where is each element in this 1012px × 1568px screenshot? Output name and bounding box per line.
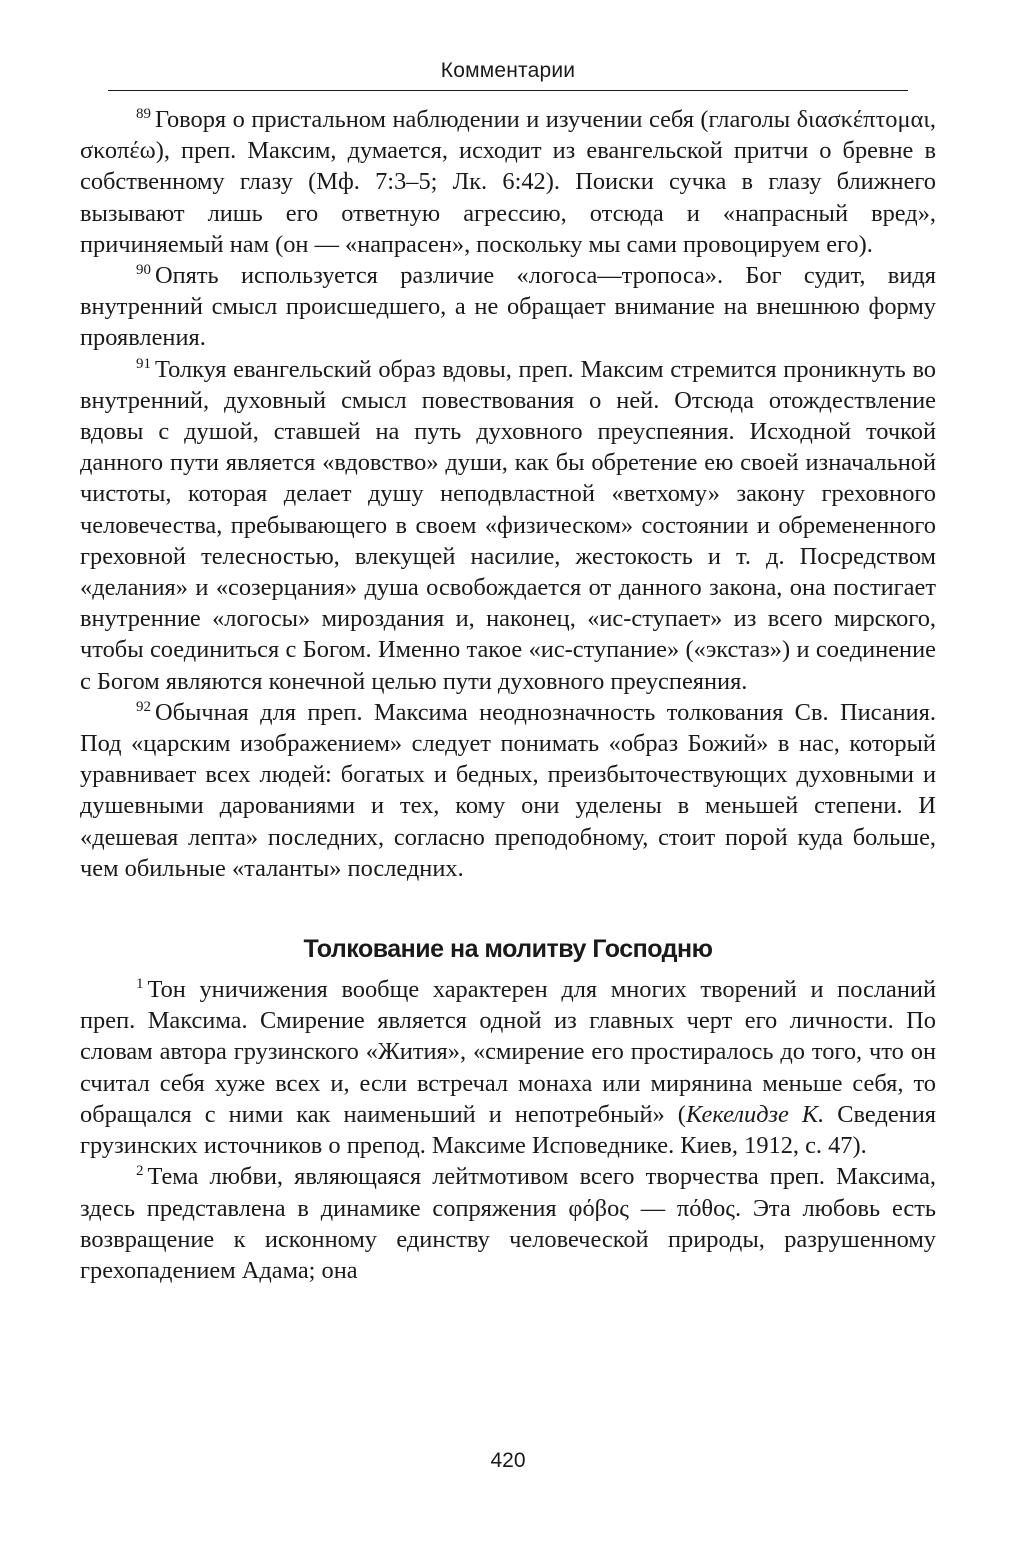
- note-number: 2: [136, 1163, 144, 1180]
- book-page: [80, 56, 936, 1536]
- note-number: 92: [136, 698, 151, 715]
- note-number: 89: [136, 106, 151, 122]
- note-number: 1: [136, 976, 144, 993]
- note-text-continued: Сведения грузинских источников о препод. Максиме Исповеднике. Киев, 1912, с. 47).: [80, 1100, 936, 1160]
- note-number: 91: [136, 355, 151, 372]
- note-text: Говоря о пристальном наблюдении и изучении себя (глаголы διασκέπτομαι, σκοπέω), преп. Максим, думается, исходит из евангельской притчи о бревне в собственному глазу (Мф. 7:3–5; Лк. 6:42). Поиски сучка в глазу ближнего вызывают лишь его ответную агрессию, отсюда и «напрасный вред», причиняемый нам (он — «напрасен», поскольку мы сами провоцируем его).: [80, 106, 936, 258]
- running-head: Комментарии: [440, 59, 576, 82]
- note-text: Толкуя евангельский образ вдовы, преп. Максим стремится проникнуть во внутренний, духовный смысл повествования о ней. Отсюда отождествление вдовы с душой, ставшей на путь духовного преуспеяния. Исходной точкой данного пути является «вдовство» души, как бы обретение ею своей изначальной чистоты, которая делает душу неподвластной «ветхому» закону греховного человечества, пребывающего в своем «физическом» состоянии и обремененного греховной телесностью, влекущей насилие, жестокость и т. д. Посредством «делания» и «созерцания» душа освобождается от данного закона, она постигает внутренние «логосы» мироздания и, наконец, «ис-ступает» из всего мирского, чтобы соединиться с Богом. Именно такое «ис-ступание» («экстаз») и соединение с Богом являются конечной целью пути духовного преуспеяния.: [80, 355, 936, 695]
- commentary-body: [80, 104, 936, 1286]
- footnote-90: [80, 260, 936, 354]
- footnote-1: [80, 974, 936, 1161]
- citation-author: Кекелидзе К.: [685, 1100, 825, 1128]
- footnote-89: [80, 104, 936, 260]
- footnote-2: [80, 1161, 936, 1286]
- section-title: Толкование на молитву Господню: [303, 935, 713, 964]
- note-text: Опять используется различие «логоса—тропоса». Бог судит, видя внутренний смысл происшедшего, а не обращает внимание на внешнюю форму проявления.: [80, 262, 936, 352]
- note-text: Тема любви, являющаяся лейтмотивом всего творчества преп. Максима, здесь представлена в динамике сопряжения φόβος — πόθος. Эта любовь есть возвращение к исконному единству человеческой природы, разрушенному грехопадением Адама; она: [80, 1163, 936, 1284]
- note-number: 90: [136, 262, 151, 279]
- header-rule: [108, 90, 908, 91]
- footnote-92: [80, 697, 936, 884]
- note-text: Тон уничижения вообще характерен для многих творений и посланий преп. Максима. Смирение является одной из главных черт его личности. По словам автора грузинского «Жития», «смирение его простиралось до того, что он считал себя хуже всех и, если встречал монаха или мирянина меньше себя, то обращался с ними как наименьший и непотребный» (: [80, 976, 936, 1128]
- page-number: 420: [490, 1449, 526, 1472]
- footnote-91: [80, 354, 936, 697]
- note-text: Обычная для преп. Максима неоднозначность толкования Св. Писания. Под «царским изображением» следует понимать «образ Божий» в нас, который уравнивает всех людей: богатых и бедных, преизбыточествующих духовными и душевными дарованиями и тех, кому они уделены в меньшей степени. И «дешевая лепта» последних, согласно преподобному, стоит порой куда больше, чем обильные «таланты» последних.: [80, 698, 936, 882]
